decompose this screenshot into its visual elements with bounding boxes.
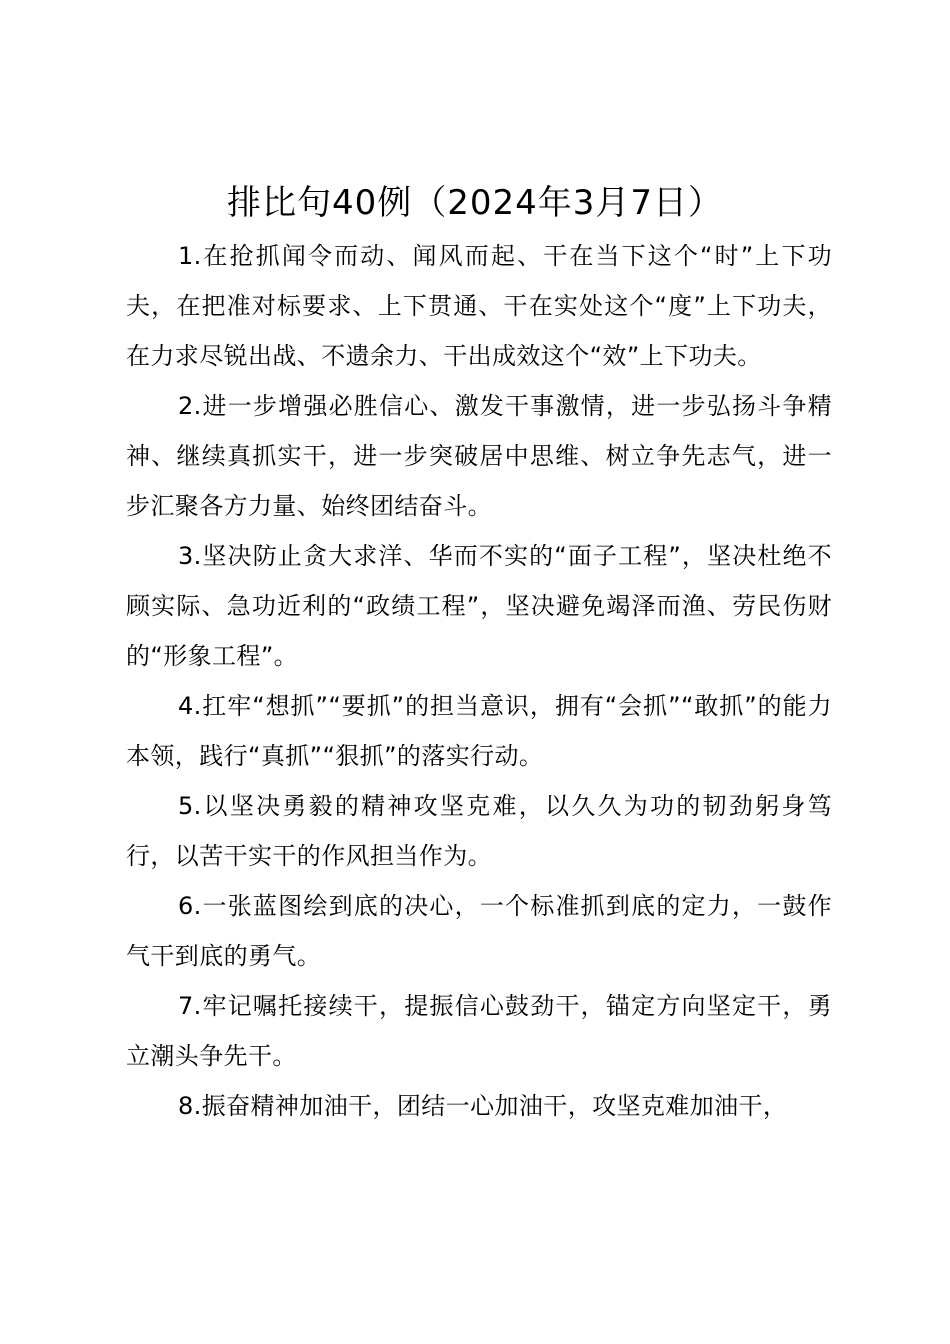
paragraph-8: 8.振奋精神加油干，团结一心加油干，攻坚克难加油干， [178,1092,788,1120]
document-body [126,231,832,1131]
paragraph-5: 5.以坚决勇毅的精神攻坚克难，以久久为功的韧劲躬身笃行，以苦干实干的作风担当作为。 [126,792,832,870]
paragraph-4: 4.扛牢“想抓”“要抓”的担当意识，拥有“会抓”“敢抓”的能力本领，践行“真抓”“狠抓”的落实行动。 [126,692,832,770]
document-title: 排比句40例（2024年3月7日） [226,183,724,223]
paragraph-1: 1.在抢抓闻令而动、闻风而起、干在当下这个“时”上下功夫，在把准对标要求、上下贯通、干在实处这个“度”上下功夫，在力求尽锐出战、不遗余力、干出成效这个“效”上下功夫。 [126,242,832,370]
paragraph-3: 3.坚决防止贪大求洋、华而不实的“面子工程”，坚决杜绝不顾实际、急功近利的“政绩工程”，坚决避免竭泽而渔、劳民伤财的“形象工程”。 [126,542,832,670]
paragraph-7: 7.牢记嘱托接续干，提振信心鼓劲干，锚定方向坚定干，勇立潮头争先干。 [126,992,832,1070]
paragraph-2: 2.进一步增强必胜信心、激发干事激情，进一步弘扬斗争精神、继续真抓实干，进一步突破居中思维、树立争先志气，进一步汇聚各方力量、始终团结奋斗。 [126,392,832,520]
paragraph-6: 6.一张蓝图绘到底的决心，一个标准抓到底的定力，一鼓作气干到底的勇气。 [126,892,832,970]
